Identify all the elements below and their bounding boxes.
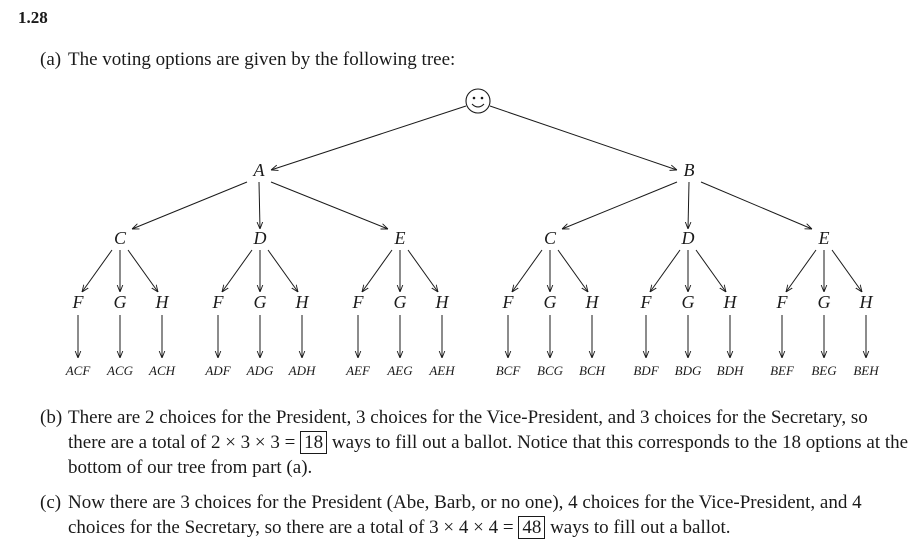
part-c xyxy=(40,490,910,540)
node-AEH: H xyxy=(435,292,449,312)
tree-edge-arrow xyxy=(558,250,588,292)
leaf-BEF: BEF xyxy=(770,363,794,378)
node-BE: E xyxy=(818,228,830,248)
tree-edge-arrow xyxy=(512,250,542,292)
tree-edge-arrow xyxy=(128,250,158,292)
leaf-ADH: ADH xyxy=(288,363,316,378)
tree-edge-arrow xyxy=(650,250,680,292)
leaf-BDH: BDH xyxy=(716,363,744,378)
part-c-text-2: ways to fill out a ballot. xyxy=(550,517,731,538)
node-BC: C xyxy=(543,228,557,248)
node-ACG: G xyxy=(113,292,127,312)
part-c-text-1: Now there are 3 choices for the President (Abe, Barb, or no one), 4 choices for the Vice-President, and 4 choices for the Secretary, so there are a total of 3 × 4 × 4 = xyxy=(68,492,862,538)
leaf-AEF: AEF xyxy=(346,363,370,378)
leaf-BCG: BCG xyxy=(537,363,563,378)
leaf-BEG: BEG xyxy=(811,363,837,378)
node-AEG: G xyxy=(393,292,407,312)
leaf-BEH: BEH xyxy=(853,363,879,378)
node-BEF: F xyxy=(776,292,788,312)
leaf-ACH: ACH xyxy=(149,363,175,378)
node-BDH: H xyxy=(723,292,737,312)
node-A: A xyxy=(253,160,265,180)
node-AD: D xyxy=(253,228,267,248)
part-a-text: The voting options are given by the following tree: xyxy=(68,49,456,70)
tree-edge-arrow xyxy=(362,250,392,292)
tree-edge-arrow xyxy=(268,250,298,292)
leaf-ACF: ACF xyxy=(65,363,91,378)
tree-edge-arrow xyxy=(222,250,252,292)
leaf-ACG: ACG xyxy=(107,363,133,378)
leaf-ADF: ADF xyxy=(205,363,231,378)
tree-edge-arrow xyxy=(696,250,726,292)
tree-edge-arrow xyxy=(562,182,677,229)
tree-edge-arrow xyxy=(832,250,862,292)
leaf-BCF: BCF xyxy=(495,363,521,378)
node-ACF: F xyxy=(72,292,84,312)
leaf-AEG: AEG xyxy=(387,363,413,378)
tree-edge-arrow xyxy=(786,250,816,292)
node-AEF: F xyxy=(352,292,364,312)
leaf-BDG: BDG xyxy=(674,363,702,378)
part-b-boxed-answer: 18 xyxy=(300,431,327,454)
node-ADF: F xyxy=(212,292,224,312)
node-AE: E xyxy=(394,228,406,248)
node-B: B xyxy=(683,160,695,180)
node-ADG: G xyxy=(253,292,267,312)
problem-number: 1.28 xyxy=(18,8,48,27)
leaf-BDF: BDF xyxy=(633,363,659,378)
tree-edge-arrow xyxy=(271,106,466,170)
node-BCH: H xyxy=(585,292,599,312)
node-BCF: F xyxy=(502,292,514,312)
node-BDG: G xyxy=(681,292,695,312)
tree-edge-arrow xyxy=(688,182,689,229)
part-c-label: (c) xyxy=(40,492,62,513)
node-BEG: G xyxy=(817,292,831,312)
tree-edge-arrow xyxy=(490,106,677,170)
node-AC: C xyxy=(113,228,127,248)
leaf-ADG: ADG xyxy=(246,363,274,378)
node-BEH: H xyxy=(859,292,873,312)
node-ACH: H xyxy=(155,292,169,312)
leaf-AEH: AEH xyxy=(429,363,455,378)
part-b-text-2: ways to fill out a ballot. Notice that this corresponds to the 18 options at the bottom of our tree from part (a). xyxy=(68,432,909,478)
node-BDF: F xyxy=(640,292,652,312)
part-b-label: (b) xyxy=(40,407,63,428)
part-c-boxed-answer: 48 xyxy=(518,516,545,539)
tree-edge-arrow xyxy=(701,182,812,229)
smiley-face-icon xyxy=(466,89,490,113)
tree-edge-arrow xyxy=(408,250,438,292)
tree-edge-arrow xyxy=(82,250,112,292)
part-b xyxy=(40,405,910,480)
node-BCG: G xyxy=(543,292,557,312)
part-a-label: (a) xyxy=(40,49,62,70)
node-BD: D xyxy=(681,228,695,248)
tree-edge-arrow xyxy=(271,182,388,229)
part-b-text-1: There are 2 choices for the President, 3 choices for the Vice-President, and 3 choices for the Secretary, so there are a total of 2 × 3 × 3 = xyxy=(68,407,868,453)
tree-edge-arrow xyxy=(259,182,260,229)
tree-edge-arrow xyxy=(132,182,247,229)
leaf-BCH: BCH xyxy=(579,363,605,378)
node-ADH: H xyxy=(295,292,309,312)
